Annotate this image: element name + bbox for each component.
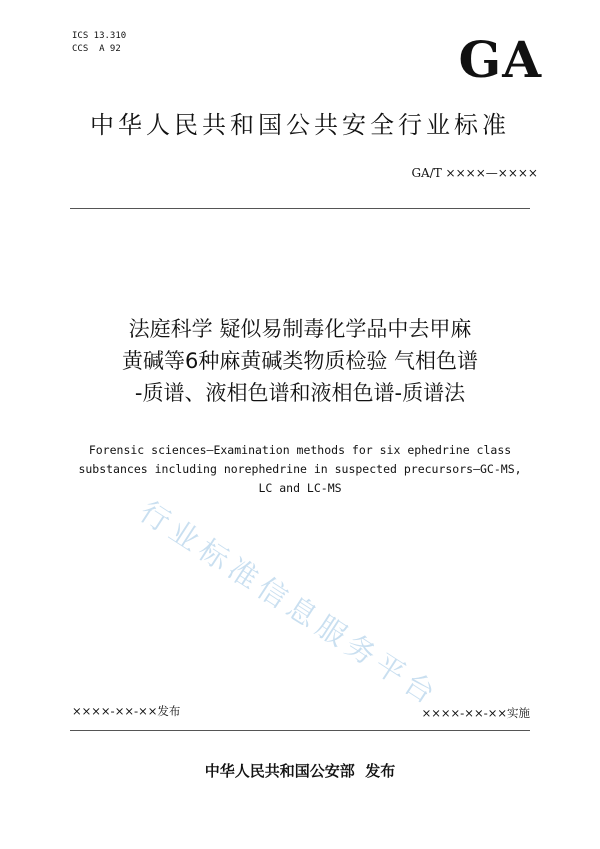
chinese-title xyxy=(40,313,560,409)
publisher-line xyxy=(0,760,600,782)
english-title xyxy=(40,441,560,498)
english-title-line: Forensic sciences—Examination methods for six ephedrine class xyxy=(88,443,512,457)
top-divider xyxy=(70,208,530,209)
chinese-title-line: 黄碱等6种麻黄碱类物质检验 气相色谱 xyxy=(121,349,479,373)
ics-code: ICS 13.310 xyxy=(72,31,127,41)
publisher-name: 中华人民共和国公安部 xyxy=(204,762,355,780)
english-title-line: substances including norephedrine in suspected precursors—GC-MS, xyxy=(78,462,522,476)
chinese-title-line: 法庭科学 疑似易制毒化学品中去甲麻 xyxy=(128,317,472,341)
bottom-divider xyxy=(70,730,530,731)
publisher-suffix: 发布 xyxy=(365,762,396,780)
chinese-title-line: -质谱、液相色谱和液相色谱-质谱法 xyxy=(134,381,466,405)
ccs-code: CCS A 92 xyxy=(72,44,121,54)
watermark: 行业标准信息服务平台 xyxy=(133,494,446,714)
classification-codes xyxy=(72,30,126,56)
publish-date: ××××-××-××发布 xyxy=(72,704,181,718)
standard-header: 中华人民共和国公共安全行业标准 xyxy=(90,111,510,139)
english-title-line: LC and LC-MS xyxy=(258,481,342,495)
implement-date: ××××-××-××实施 xyxy=(421,706,530,720)
standard-code: GA/T ××××—×××× xyxy=(411,166,538,180)
ga-logo: GA xyxy=(458,30,542,89)
